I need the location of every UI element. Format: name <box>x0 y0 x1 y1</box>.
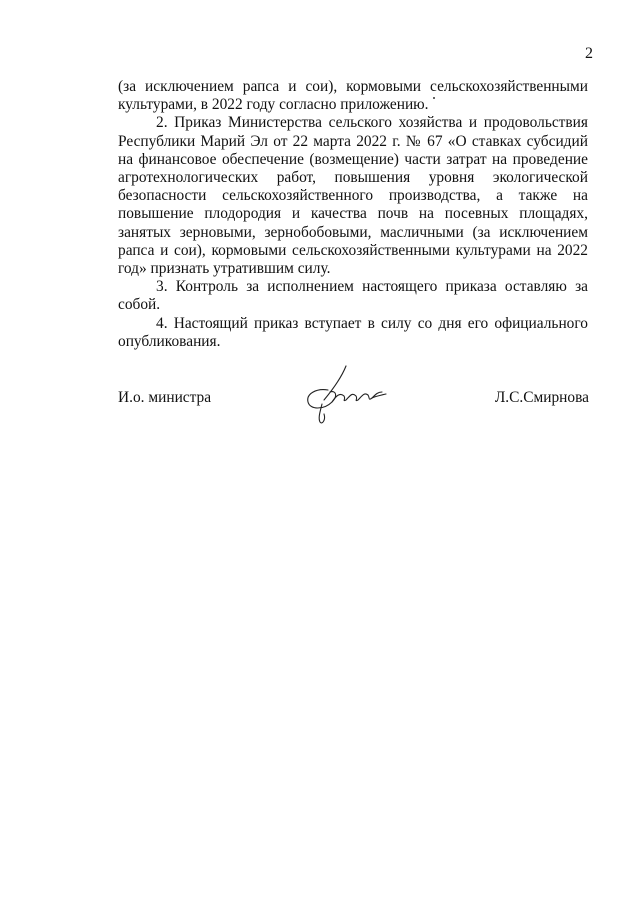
handwritten-signature <box>298 362 394 428</box>
page-number: 2 <box>585 45 593 62</box>
paragraph-1: (за исключением рапса и сои), кормовыми сельскохозяйственными культурами, в 2022 году согласно приложению. <box>118 78 588 114</box>
document-body <box>118 78 588 351</box>
signatory-name: Л.С.Смирнова <box>494 389 589 406</box>
signatory-position: И.о. министра <box>118 389 212 406</box>
paragraph-2: 2. Приказ Министерства сельского хозяйства и продовольствия Республики Марий Эл от 22 марта 2022 г. № 67 «О ставках субсидий на финансовое обеспечение (возмещение) части затрат на проведение агротехнологических работ, повышения уровня экологической безопасности сельскохозяйственного производства, а также на повышение плодородия и качества почв на посевных площадях, занятых зерновыми, зернобобовыми, масличными (за исключением рапса и сои), кормовыми сельскохозяйственными культурами на 2022 год» признать утратившим силу. <box>118 114 588 278</box>
paragraph-3: 3. Контроль за исполнением настоящего приказа оставляю за собой. <box>118 278 588 314</box>
paragraph-4: 4. Настоящий приказ вступает в силу со дня его официального опубликования. <box>118 314 588 350</box>
